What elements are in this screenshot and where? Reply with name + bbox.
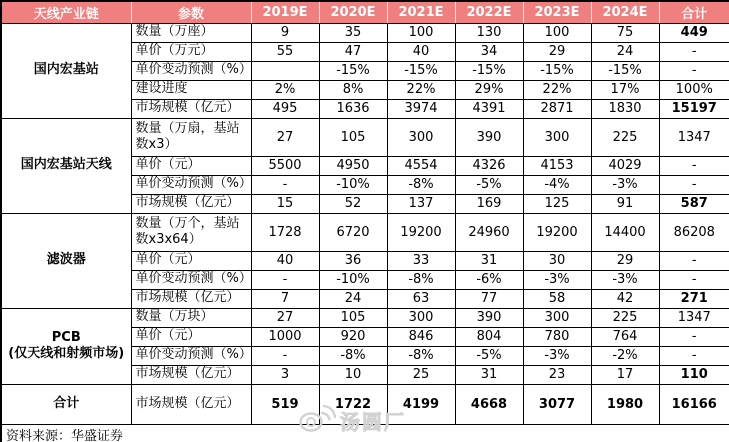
value-cell: 55	[251, 42, 319, 61]
table-row	[1, 23, 729, 42]
total-cell: 1347	[659, 308, 729, 327]
value-cell: -3%	[523, 270, 591, 289]
value-cell: -	[251, 270, 319, 289]
value-cell: 24960	[455, 213, 523, 251]
value-cell: 169	[455, 194, 523, 213]
total-cell: 15197	[659, 99, 729, 118]
value-cell: 105	[319, 308, 387, 327]
value-cell: 27	[251, 118, 319, 156]
value-cell: 300	[523, 118, 591, 156]
value-cell: 225	[591, 308, 659, 327]
value-cell: 137	[387, 194, 455, 213]
value-cell: 58	[523, 289, 591, 308]
param-cell: 市场规模（亿元）	[131, 384, 251, 424]
value-cell: 29	[591, 251, 659, 270]
param-cell: 数量（万个，基站数x3x64）	[131, 213, 251, 251]
value-cell: 2%	[251, 80, 319, 99]
value-cell: 77	[455, 289, 523, 308]
param-cell: 单价变动预测（%）	[131, 346, 251, 365]
value-cell: 1830	[591, 99, 659, 118]
param-cell: 市场规模（亿元）	[131, 289, 251, 308]
value-cell: 519	[251, 384, 319, 424]
value-cell: 17%	[591, 80, 659, 99]
section-label-line2: (仅天线和射频市场)	[8, 346, 125, 361]
value-cell: 40	[251, 251, 319, 270]
source-note: 资料来源：华盛证券	[1, 424, 729, 442]
value-cell: 47	[319, 42, 387, 61]
value-cell: 17	[591, 365, 659, 384]
value-cell: 7	[251, 289, 319, 308]
table-row	[1, 213, 729, 251]
value-cell: 3	[251, 365, 319, 384]
value-cell: 5500	[251, 156, 319, 175]
param-cell: 单价变动预测（%）	[131, 270, 251, 289]
value-cell: 390	[455, 308, 523, 327]
col-header-2019e: 2019E	[251, 1, 319, 23]
value-cell: 1000	[251, 327, 319, 346]
value-cell: 8%	[319, 80, 387, 99]
total-cell: -	[659, 270, 729, 289]
value-cell: 4668	[455, 384, 523, 424]
value-cell: 300	[523, 308, 591, 327]
value-cell: 780	[523, 327, 591, 346]
param-cell: 市场规模（亿元）	[131, 194, 251, 213]
value-cell: 920	[319, 327, 387, 346]
param-cell: 市场规模（亿元）	[131, 365, 251, 384]
value-cell: 100	[523, 23, 591, 42]
col-header-2023e: 2023E	[523, 1, 591, 23]
param-cell: 数量（万扇，基站数x3）	[131, 118, 251, 156]
value-cell: -10%	[319, 175, 387, 194]
footer-row	[1, 424, 729, 442]
grand-total-row	[1, 384, 729, 424]
value-cell: 495	[251, 99, 319, 118]
value-cell: -15%	[455, 61, 523, 80]
value-cell: -	[251, 175, 319, 194]
total-cell: 271	[659, 289, 729, 308]
total-cell: 587	[659, 194, 729, 213]
value-cell: 130	[455, 23, 523, 42]
value-cell: 42	[591, 289, 659, 308]
col-header-category: 天线产业链	[1, 1, 131, 23]
value-cell: -3%	[523, 346, 591, 365]
param-cell: 市场规模（亿元）	[131, 99, 251, 118]
total-cell: 100%	[659, 80, 729, 99]
value-cell: 22%	[523, 80, 591, 99]
value-cell: 105	[319, 118, 387, 156]
value-cell: 15	[251, 194, 319, 213]
value-cell: 390	[455, 118, 523, 156]
total-cell: 86208	[659, 213, 729, 251]
total-cell: -	[659, 156, 729, 175]
param-cell: 单价（万元）	[131, 42, 251, 61]
section-label-macro-station: 国内宏基站	[1, 23, 131, 118]
value-cell: 14400	[591, 213, 659, 251]
value-cell: 1728	[251, 213, 319, 251]
section-label-line1: PCB	[51, 329, 81, 345]
total-cell: 1347	[659, 118, 729, 156]
total-cell: 16166	[659, 384, 729, 424]
value-cell: -8%	[387, 175, 455, 194]
value-cell: 3077	[523, 384, 591, 424]
total-cell: -	[659, 327, 729, 346]
grand-total-label: 合计	[1, 384, 131, 424]
value-cell: -8%	[387, 346, 455, 365]
value-cell: -3%	[591, 270, 659, 289]
header-row	[1, 1, 729, 23]
value-cell: 27	[251, 308, 319, 327]
value-cell: 4391	[455, 99, 523, 118]
value-cell: -5%	[455, 346, 523, 365]
total-cell: -	[659, 346, 729, 365]
param-cell: 单价（元）	[131, 251, 251, 270]
value-cell: -3%	[591, 175, 659, 194]
value-cell: 29	[523, 42, 591, 61]
col-header-2022e: 2022E	[455, 1, 523, 23]
total-cell: -	[659, 42, 729, 61]
value-cell: 91	[591, 194, 659, 213]
col-header-total: 合计	[659, 1, 729, 23]
value-cell: 1980	[591, 384, 659, 424]
col-header-2024e: 2024E	[591, 1, 659, 23]
value-cell: 10	[319, 365, 387, 384]
value-cell: 4153	[523, 156, 591, 175]
value-cell: 125	[523, 194, 591, 213]
value-cell: -15%	[591, 61, 659, 80]
value-cell: 23	[523, 365, 591, 384]
value-cell: -15%	[387, 61, 455, 80]
value-cell: -15%	[319, 61, 387, 80]
value-cell: 29%	[455, 80, 523, 99]
value-cell: 34	[455, 42, 523, 61]
value-cell: 22%	[387, 80, 455, 99]
value-cell: 6720	[319, 213, 387, 251]
value-cell: 19200	[387, 213, 455, 251]
param-cell: 单价变动预测（%）	[131, 175, 251, 194]
value-cell: 33	[387, 251, 455, 270]
total-cell: -	[659, 61, 729, 80]
value-cell: 4199	[387, 384, 455, 424]
param-cell: 数量（万块）	[131, 308, 251, 327]
value-cell: 4950	[319, 156, 387, 175]
value-cell: 846	[387, 327, 455, 346]
value-cell: -8%	[387, 270, 455, 289]
value-cell: 3974	[387, 99, 455, 118]
param-cell: 数量（万座）	[131, 23, 251, 42]
value-cell: 19200	[523, 213, 591, 251]
value-cell: 804	[455, 327, 523, 346]
value-cell: 36	[319, 251, 387, 270]
value-cell: -2%	[591, 346, 659, 365]
value-cell: 24	[591, 42, 659, 61]
table-row	[1, 118, 729, 156]
value-cell: 4029	[591, 156, 659, 175]
value-cell: 1722	[319, 384, 387, 424]
value-cell: 25	[387, 365, 455, 384]
total-cell: 449	[659, 23, 729, 42]
value-cell: 52	[319, 194, 387, 213]
value-cell: 300	[387, 118, 455, 156]
value-cell: -15%	[523, 61, 591, 80]
value-cell: 35	[319, 23, 387, 42]
param-cell: 单价（元）	[131, 156, 251, 175]
value-cell: 9	[251, 23, 319, 42]
value-cell: 764	[591, 327, 659, 346]
value-cell: 4554	[387, 156, 455, 175]
col-header-param: 参数	[131, 1, 251, 23]
value-cell: 24	[319, 289, 387, 308]
value-cell: 225	[591, 118, 659, 156]
value-cell: 75	[591, 23, 659, 42]
param-cell: 单价变动预测（%）	[131, 61, 251, 80]
section-label-pcb	[1, 308, 131, 384]
value-cell: 1636	[319, 99, 387, 118]
section-label-filter: 滤波器	[1, 213, 131, 308]
value-cell: -4%	[523, 175, 591, 194]
value-cell: 2871	[523, 99, 591, 118]
col-header-2020e: 2020E	[319, 1, 387, 23]
value-cell	[251, 61, 319, 80]
value-cell: 31	[455, 365, 523, 384]
value-cell: -	[251, 346, 319, 365]
value-cell: 4326	[455, 156, 523, 175]
value-cell: 30	[523, 251, 591, 270]
value-cell: 100	[387, 23, 455, 42]
total-cell: 110	[659, 365, 729, 384]
table-row	[1, 308, 729, 327]
col-header-2021e: 2021E	[387, 1, 455, 23]
value-cell: -5%	[455, 175, 523, 194]
value-cell: 31	[455, 251, 523, 270]
value-cell: 63	[387, 289, 455, 308]
value-cell: 300	[387, 308, 455, 327]
section-label-antenna: 国内宏基站天线	[1, 118, 131, 213]
value-cell: -6%	[455, 270, 523, 289]
total-cell: -	[659, 175, 729, 194]
param-cell: 单价（元）	[131, 327, 251, 346]
total-cell: -	[659, 251, 729, 270]
value-cell: -10%	[319, 270, 387, 289]
value-cell: 40	[387, 42, 455, 61]
param-cell: 建设进度	[131, 80, 251, 99]
value-cell: -8%	[319, 346, 387, 365]
